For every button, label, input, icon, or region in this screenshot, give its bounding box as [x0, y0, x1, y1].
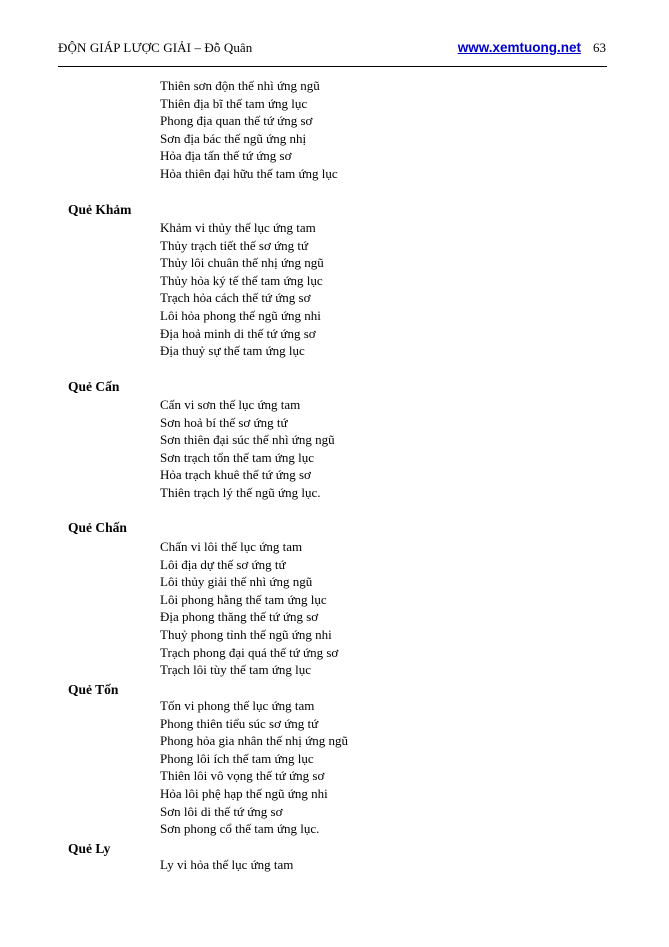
text-line: Khảm vi thủy thế lục ứng tam [160, 220, 316, 235]
text-line: Trạch phong đại quá thế tứ ứng sơ [160, 644, 339, 660]
text-line: Thủy trạch tiết thế sơ ứng tứ [160, 237, 309, 253]
text-line: Cấn vi sơn thế lục ứng tam [160, 397, 301, 412]
text-line: Thiên sơn độn thế nhì ứng ngũ [160, 78, 320, 93]
page-header [58, 40, 606, 62]
text-line: Thiên lôi vô vọng thế tứ ứng sơ [160, 768, 325, 784]
text-line: Lôi phong hằng thế tam ứng lục [160, 591, 327, 607]
text-line: Lôi hỏa phong thế ngũ ứng nhi [160, 308, 321, 323]
section-heading: Quẻ Khảm [68, 202, 132, 217]
text-line: Phong thiên tiểu súc sơ ứng tứ [160, 715, 319, 731]
page-number: 63 [593, 40, 606, 55]
text-line: Địa thuỷ sự thế tam ứng lục [160, 343, 305, 359]
text-line: Hỏa lôi phệ hạp thế ngũ ứng nhi [160, 786, 328, 801]
text-line: Chấn vi lôi thế lục ứng tam [160, 539, 303, 554]
section-heading: Quẻ Tốn [68, 682, 119, 697]
website-link[interactable]: www.xemtuong.net [457, 40, 581, 55]
text-line: Địa hoả minh di thế tứ ứng sơ [160, 325, 316, 341]
text-line: Phong địa quan thế tứ ứng sơ [160, 113, 313, 129]
text-line: Tốn vi phong thế lục ứng tam [160, 698, 315, 713]
text-line: Sơn hoả bí thế sơ ứng tứ [160, 414, 288, 430]
text-line: Lôi thủy giải thế nhì ứng ngũ [160, 574, 313, 590]
text-line: Hỏa thiên đại hữu thế tam ứng lục [160, 166, 338, 181]
text-line: Thiên địa bĩ thế tam ứng lục [160, 95, 308, 111]
text-line: Phong hỏa gia nhân thế nhị ứng ngũ [160, 733, 348, 749]
text-line: Thủy hỏa ký tế thế tam ứng lục [160, 272, 323, 288]
text-line: Trạch lôi tùy thế tam ứng lục [160, 662, 311, 678]
text-line: Thủy lôi chuân thế nhị ứng ngũ [160, 255, 324, 271]
section-heading: Quẻ Ly [68, 841, 111, 856]
section-heading: Quẻ Chấn [68, 520, 127, 535]
text-line: Sơn thiên đại súc thế nhì ứng ngũ [160, 432, 335, 448]
text-line: Hỏa trạch khuê thế tứ ứng sơ [160, 467, 311, 483]
header-divider [58, 66, 607, 67]
text-line: Hỏa địa tấn thế tứ ứng sơ [160, 148, 292, 164]
text-line: Lôi địa dự thế sơ ứng tứ [160, 556, 286, 572]
text-line: Sơn trạch tổn thế tam ứng lục [160, 449, 315, 465]
text-line: Trạch hỏa cách thế tứ ứng sơ [160, 290, 311, 306]
text-line: Thuỷ phong tỉnh thế ngũ ứng nhi [160, 627, 332, 642]
text-line: Ly vi hỏa thế lục ứng tam [160, 857, 294, 872]
text-line: Địa phong thăng thế tứ ứng sơ [160, 609, 319, 625]
text-line: Phong lôi ích thế tam ứng lục [160, 750, 314, 766]
text-line: Sơn lôi di thế tứ ứng sơ [160, 803, 283, 819]
document-title: ĐỘN GIÁP LƯỢC GIẢI – Đỗ Quân [58, 40, 253, 55]
section-heading: Quẻ Cấn [68, 379, 120, 394]
text-line: Thiên trạch lý thế ngũ ứng lục. [160, 485, 321, 500]
text-line: Sơn địa bác thế ngũ ứng nhị [160, 130, 307, 146]
text-line: Sơn phong cổ thế tam ứng lục. [160, 821, 320, 837]
